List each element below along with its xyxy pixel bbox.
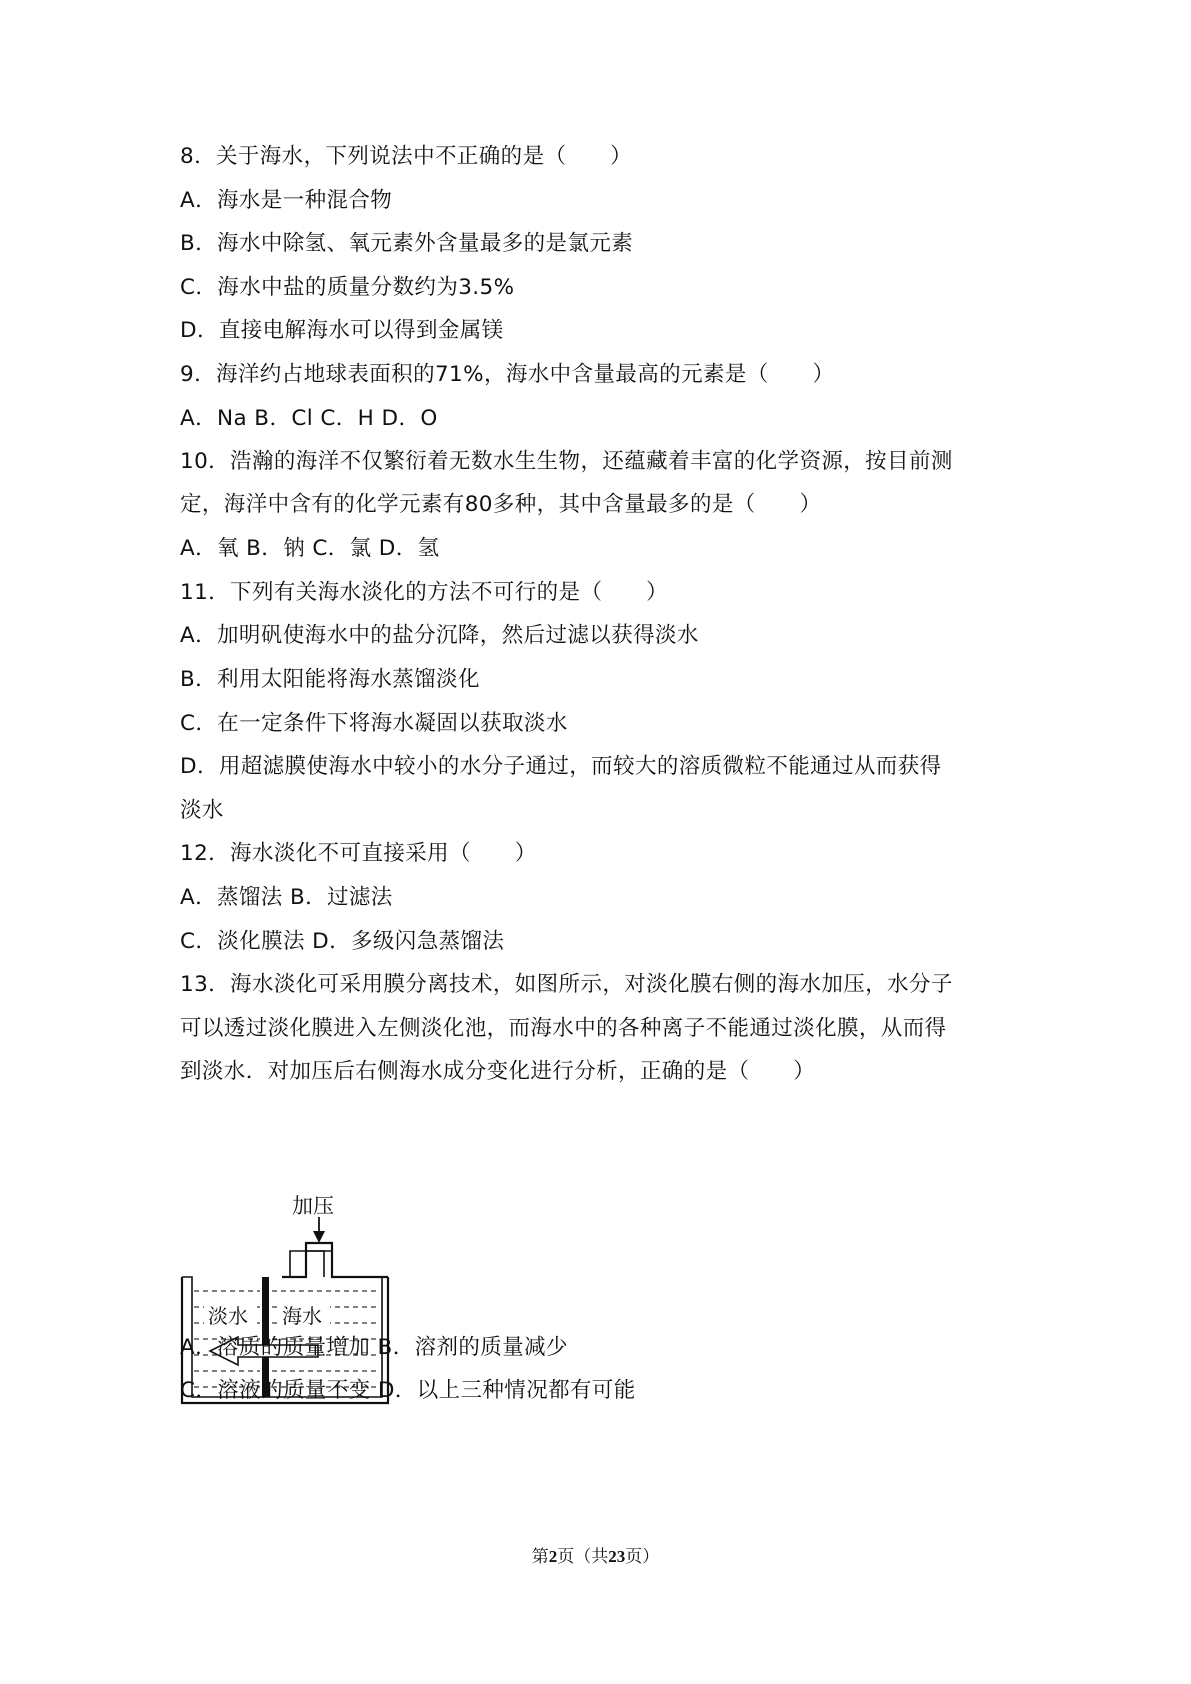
question-13-options-ab: A．溶质的质量增加 B．溶剂的质量减少 bbox=[180, 1335, 568, 1360]
question-12-options-ab: A．蒸馏法 B．过滤法 bbox=[180, 885, 393, 910]
question-11-option-b: B．利用太阳能将海水蒸馏淡化 bbox=[180, 667, 480, 692]
question-11-option-d-continued: 淡水 bbox=[180, 798, 224, 823]
pressure-channel bbox=[282, 1243, 388, 1277]
question-8-stem: 8．关于海水，下列说法中不正确的是（ ） bbox=[180, 144, 633, 169]
question-9-stem: 9．海洋约占地球表面积的71%，海水中含量最高的元素是（ ） bbox=[180, 362, 835, 387]
question-12-stem: 12．海水淡化不可直接采用（ ） bbox=[180, 841, 537, 866]
question-11-option-c: C．在一定条件下将海水凝固以获取淡水 bbox=[180, 711, 568, 736]
question-9-options: A．Na B．Cl C．H D．O bbox=[180, 406, 438, 431]
question-10-stem-line-1: 10．浩瀚的海洋不仅繁衍着无数水生生物，还蕴藏着丰富的化学资源，按目前测 bbox=[180, 449, 953, 474]
question-11-option-a: A．加明矾使海水中的盐分沉降，然后过滤以获得淡水 bbox=[180, 623, 699, 648]
fresh-water-label: 淡水 bbox=[208, 1304, 248, 1328]
question-8-option-d: D．直接电解海水可以得到金属镁 bbox=[180, 318, 504, 343]
pressure-label: 加压 bbox=[292, 1194, 334, 1218]
question-13-stem-line-1: 13．海水淡化可采用膜分离技术，如图所示，对淡化膜右侧的海水加压，水分子 bbox=[180, 972, 953, 997]
question-12-options-cd: C．淡化膜法 D．多级闪急蒸馏法 bbox=[180, 929, 505, 954]
question-8-option-b: B．海水中除氢、氧元素外含量最多的是氯元素 bbox=[180, 231, 634, 256]
footer-prefix: 第 bbox=[531, 1547, 549, 1567]
question-8-option-a: A．海水是一种混合物 bbox=[180, 188, 393, 213]
sea-water-label: 海水 bbox=[282, 1304, 322, 1328]
footer-total-pages: 23 bbox=[608, 1547, 626, 1566]
question-11-stem: 11．下列有关海水淡化的方法不可行的是（ ） bbox=[180, 580, 669, 605]
footer-middle: 页（共 bbox=[557, 1547, 609, 1567]
question-11-option-d: D．用超滤膜使海水中较小的水分子通过，而较大的溶质微粒不能通过从而获得 bbox=[180, 754, 942, 779]
pressure-arrow-head bbox=[313, 1231, 325, 1243]
footer-page-number: 2 bbox=[548, 1547, 558, 1566]
question-8-option-c: C．海水中盐的质量分数约为3.5% bbox=[180, 275, 515, 300]
page-footer bbox=[0, 1545, 1191, 1569]
question-13-stem-line-3: 到淡水．对加压后右侧海水成分变化进行分析，正确的是（ ） bbox=[180, 1059, 816, 1084]
footer-suffix: 页） bbox=[625, 1547, 660, 1567]
question-13-options-cd: C．溶液的质量不变 D．以上三种情况都有可能 bbox=[180, 1378, 636, 1403]
question-10-options: A．氧 B．钠 C．氯 D．氢 bbox=[180, 536, 440, 561]
question-10-stem-line-2: 定，海洋中含有的化学元素有80多种，其中含量最多的是（ ） bbox=[180, 492, 822, 517]
question-13-stem-line-2: 可以透过淡化膜进入左侧淡化池，而海水中的各种离子不能通过淡化膜，从而得 bbox=[180, 1016, 947, 1041]
